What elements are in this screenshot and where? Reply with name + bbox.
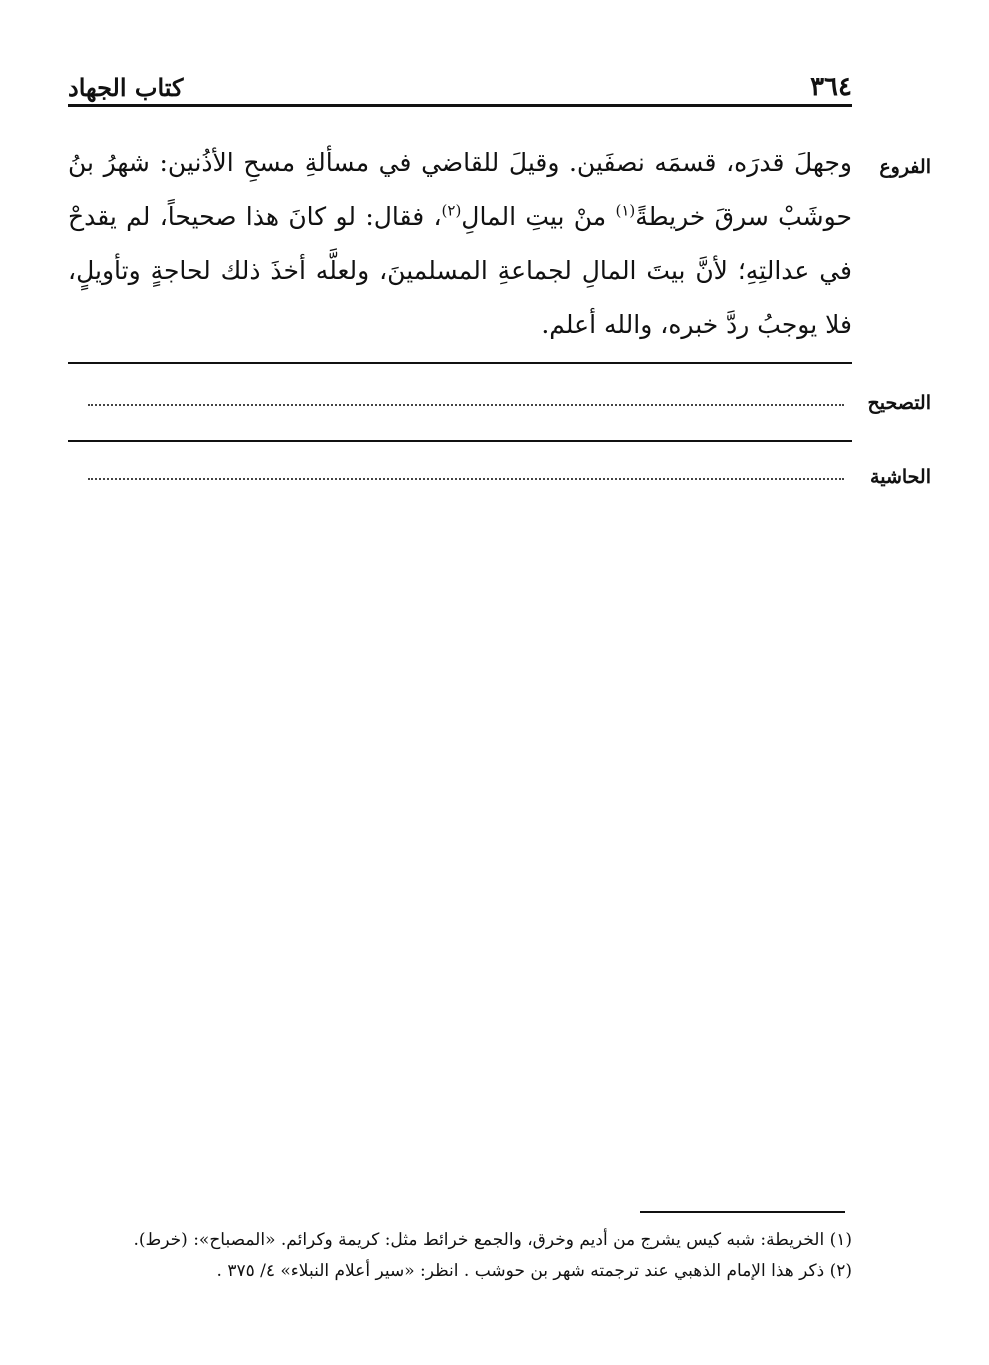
label-furu: الفروع: [879, 156, 931, 178]
main-text-part-1: وجهلَ قدرَه، قسمَه نصفَين. وقيلَ للقاضي في مسألةِ مسحِ الأذُنين: شهرُ بنُ حوشَبْ سرقَ خريطةً: [68, 148, 852, 231]
hashiya-dotted-line: [88, 478, 844, 480]
page-number: ٣٦٤: [810, 72, 852, 102]
footnote-marker-2: (٢): [441, 201, 462, 220]
tashih-dotted-line: [88, 404, 844, 406]
book-title: كتاب الجهاد: [68, 72, 184, 102]
footnote-1: (١) الخريطة: شبه كيس يشرج من أديم وخرق، والجمع خرائط مثل: كريمة وكرائم. «المصباح»: (خرط).: [133, 1230, 852, 1250]
footnotes: [100, 1225, 852, 1287]
section-rule-2: [68, 440, 852, 442]
running-header: [68, 70, 852, 107]
label-tashih: التصحيح: [867, 392, 931, 414]
main-paragraph: [68, 136, 852, 352]
footnote-separator: [640, 1211, 845, 1213]
main-text-part-2: منْ بيتِ المالِ: [461, 202, 616, 231]
main-text-block: [68, 136, 852, 352]
label-hashiya: الحاشية: [870, 466, 931, 488]
footnote-2: (٢) ذكر هذا الإمام الذهبي عند ترجمته شهر بن حوشب . انظر: «سير أعلام النبلاء» ٤/ ٣٧٥ .: [216, 1261, 852, 1281]
main-text-part-3: ، فقال: لو كانَ هذا صحيحاً، لم يقدحْ في عدالتِهِ؛ لأنَّ بيتَ المالِ لجماعةِ المسلمينَ، ولعلَّه أخذَ ذلك لحاجةٍ وتأويلٍ، فلا يوجبُ ردَّ خبره، والله أعلم.: [68, 202, 852, 339]
section-rule-1: [68, 362, 852, 364]
footnote-marker-1: (١): [615, 201, 636, 220]
